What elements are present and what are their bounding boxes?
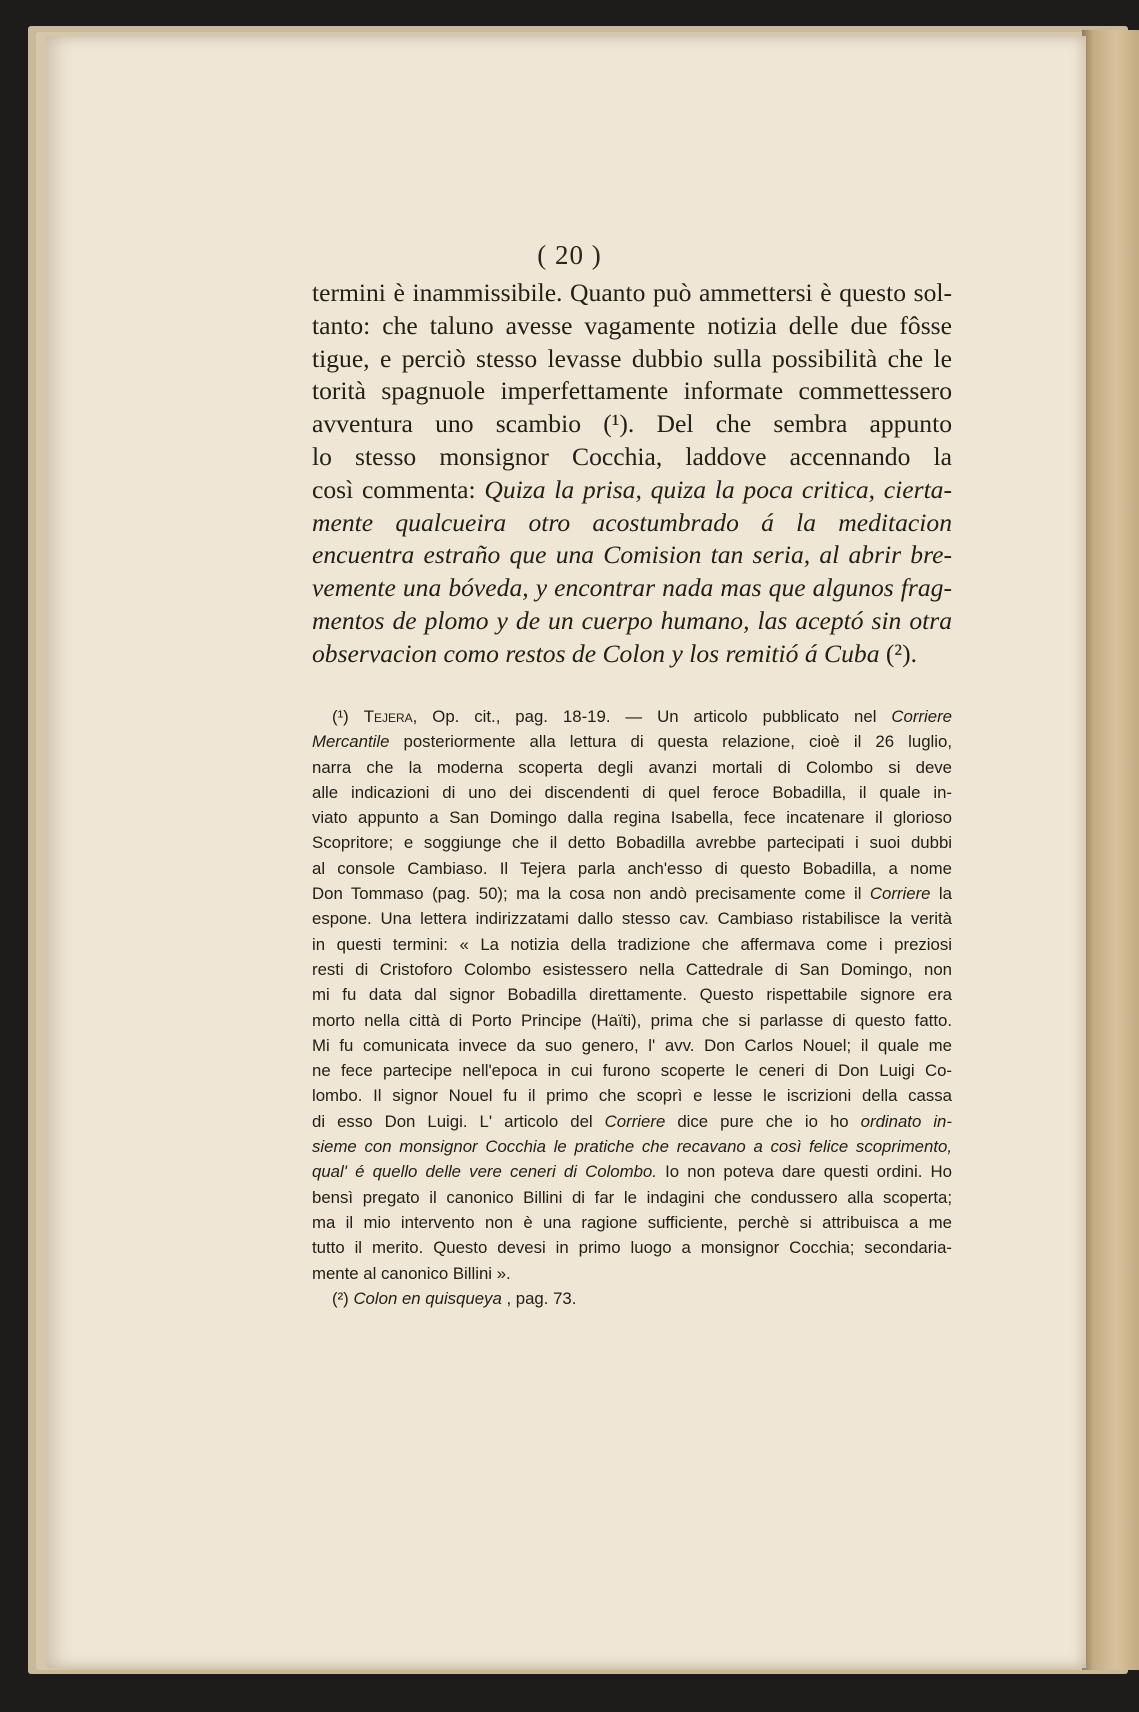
body-line: tanto: che taluno avesse vagamente notizia delle due fôsse (312, 310, 952, 340)
footnote-text: Don Tommaso (pag. 50); ma la cosa non andò precisamente come il (312, 884, 870, 904)
footnote-1-line: viato appunto a San Domingo dalla regina Isabella, fece incatenare il glorioso (312, 808, 952, 828)
footnote-text: posteriormente alla lettura di questa relazione, cioè il 26 luglio, (389, 732, 952, 752)
body-line: tigue, e perciò stesso levasse dubbio sulla possibilità che le (312, 343, 952, 373)
footnote-italic: Corriere (604, 1111, 666, 1131)
footnote-1-line: bensì pregato il canonico Billini di far le indagini che condussero alla scoperta; (312, 1187, 952, 1207)
spanish-quote-line: mente qualcueira otro acostumbrado á la meditacion (312, 507, 952, 537)
spanish-quote-line: mentos de plomo y de un cuerpo humano, las aceptó sin otra (312, 605, 952, 635)
footnotes (312, 704, 952, 1311)
footnote-text: , Op. cit., pag. 18-19. — Un articolo pubblicato nel (412, 707, 892, 726)
body-text (312, 277, 952, 671)
footnote-italic: ordinato in- (860, 1111, 952, 1131)
footnote-1-line: tutto il merito. Questo devesi in primo luogo a monsignor Cocchia; secondaria- (312, 1238, 952, 1258)
footnote-2-line (312, 1286, 952, 1311)
body-line: torità spagnuole imperfettamente informate commettessero (312, 376, 952, 406)
footnote-italic: Colon en quisqueya (353, 1288, 502, 1308)
body-line: termini è inammissibile. Quanto può ammettersi è questo sol- (312, 278, 952, 307)
footnote-1-line: ne fece partecipe nell'epoca in cui furono scoperte le ceneri di Don Luigi Co- (312, 1061, 952, 1081)
next-page-edge (1082, 30, 1139, 1670)
footnote-ref: (²). (879, 638, 918, 668)
footnote-1-line: narra che la moderna scoperta degli avanzi mortali di Colombo si deve (312, 757, 952, 777)
footnote-1-line: espone. Una lettera indirizzatami dallo stesso cav. Cambiaso ristabilisce la verità (312, 909, 952, 929)
footnote-1-line: sieme con monsignor Cocchia le pratiche che recavano a così felice scoprimento, (312, 1137, 952, 1157)
footnote-1-line (312, 1159, 952, 1184)
footnote-1-line: mente al canonico Billini ». (312, 1263, 511, 1283)
footnote-text: la (930, 884, 952, 904)
body-line: lo stesso monsignor Cocchia, laddove accennando la (312, 441, 952, 471)
footnote-1-line: Mi fu comunicata invece da suo genero, l' avv. Don Carlos Nouel; il quale me (312, 1035, 952, 1055)
footnote-marker: (¹) (332, 707, 364, 726)
footnote-text: , pag. 73. (501, 1288, 577, 1308)
spanish-quote: Quiza la prisa, quiza la poca critica, cierta- (484, 474, 952, 504)
spanish-quote-line: vemente una bóveda, y encontrar nada mas que algunos frag- (312, 573, 952, 603)
body-line-roman: così commenta: (312, 474, 485, 504)
footnote-author: Tejera (363, 707, 413, 726)
footnote-1-line (312, 704, 952, 729)
footnote-1-line: in questi termini: « La notizia della tradizione che affermava come i preziosi (312, 934, 952, 954)
footnote-1-line: lombo. Il signor Nouel fu il primo che scoprì e lesse le iscrizioni della cassa (312, 1086, 952, 1106)
footnote-text: dice pure che io ho (665, 1111, 861, 1131)
footnote-1-line: alle indicazioni di uno dei discendenti di quel feroce Bobadilla, il quale in- (312, 782, 952, 802)
footnote-1-line: mi fu data dal signor Bobadilla direttamente. Questo rispettabile signore era (312, 985, 952, 1005)
footnote-text: Io non poteva dare questi ordini. Ho (656, 1162, 952, 1182)
footnote-1-line: resti di Cristoforo Colombo esistessero nella Cattedrale di San Domingo, non (312, 959, 952, 979)
page-number: ( 20 ) (537, 240, 602, 270)
footnote-1-line (312, 1109, 952, 1134)
footnote-1-line: morto nella città di Porto Principe (Haïti), prima che si parlasse di questo fatto. (312, 1010, 952, 1030)
footnote-1-line: Scopritore; e soggiunge che il detto Bobadilla avrebbe partecipati i suoi dubbi (312, 833, 952, 853)
footnote-1-line (312, 881, 952, 906)
body-line: avventura uno scambio (¹). Del che sembra appunto (312, 409, 952, 439)
body-line (312, 474, 952, 507)
footnote-italic: Corriere (891, 707, 952, 726)
footnote-italic: qual' é quello delle vere ceneri di Colombo. (312, 1162, 657, 1182)
spanish-quote-end: observacion como restos de Colon y los remitió á Cuba (312, 638, 880, 668)
footnote-italic: Mercantile (312, 732, 390, 752)
footnote-1-line: ma il mio intervento non è una ragione sufficiente, perchè si attribuisca a me (312, 1212, 952, 1232)
footnote-text: di esso Don Luigi. L' articolo del (312, 1111, 605, 1131)
body-line (312, 638, 952, 671)
footnote-1-line (312, 729, 952, 754)
spanish-quote-line: encuentra estraño que una Comision tan seria, al abrir bre- (312, 540, 952, 570)
footnote-marker: (²) (332, 1288, 354, 1308)
footnote-italic: Corriere (869, 884, 931, 904)
footnote-1-line: al console Cambiaso. Il Tejera parla anch'esso di questo Bobadilla, a nome (312, 858, 952, 878)
